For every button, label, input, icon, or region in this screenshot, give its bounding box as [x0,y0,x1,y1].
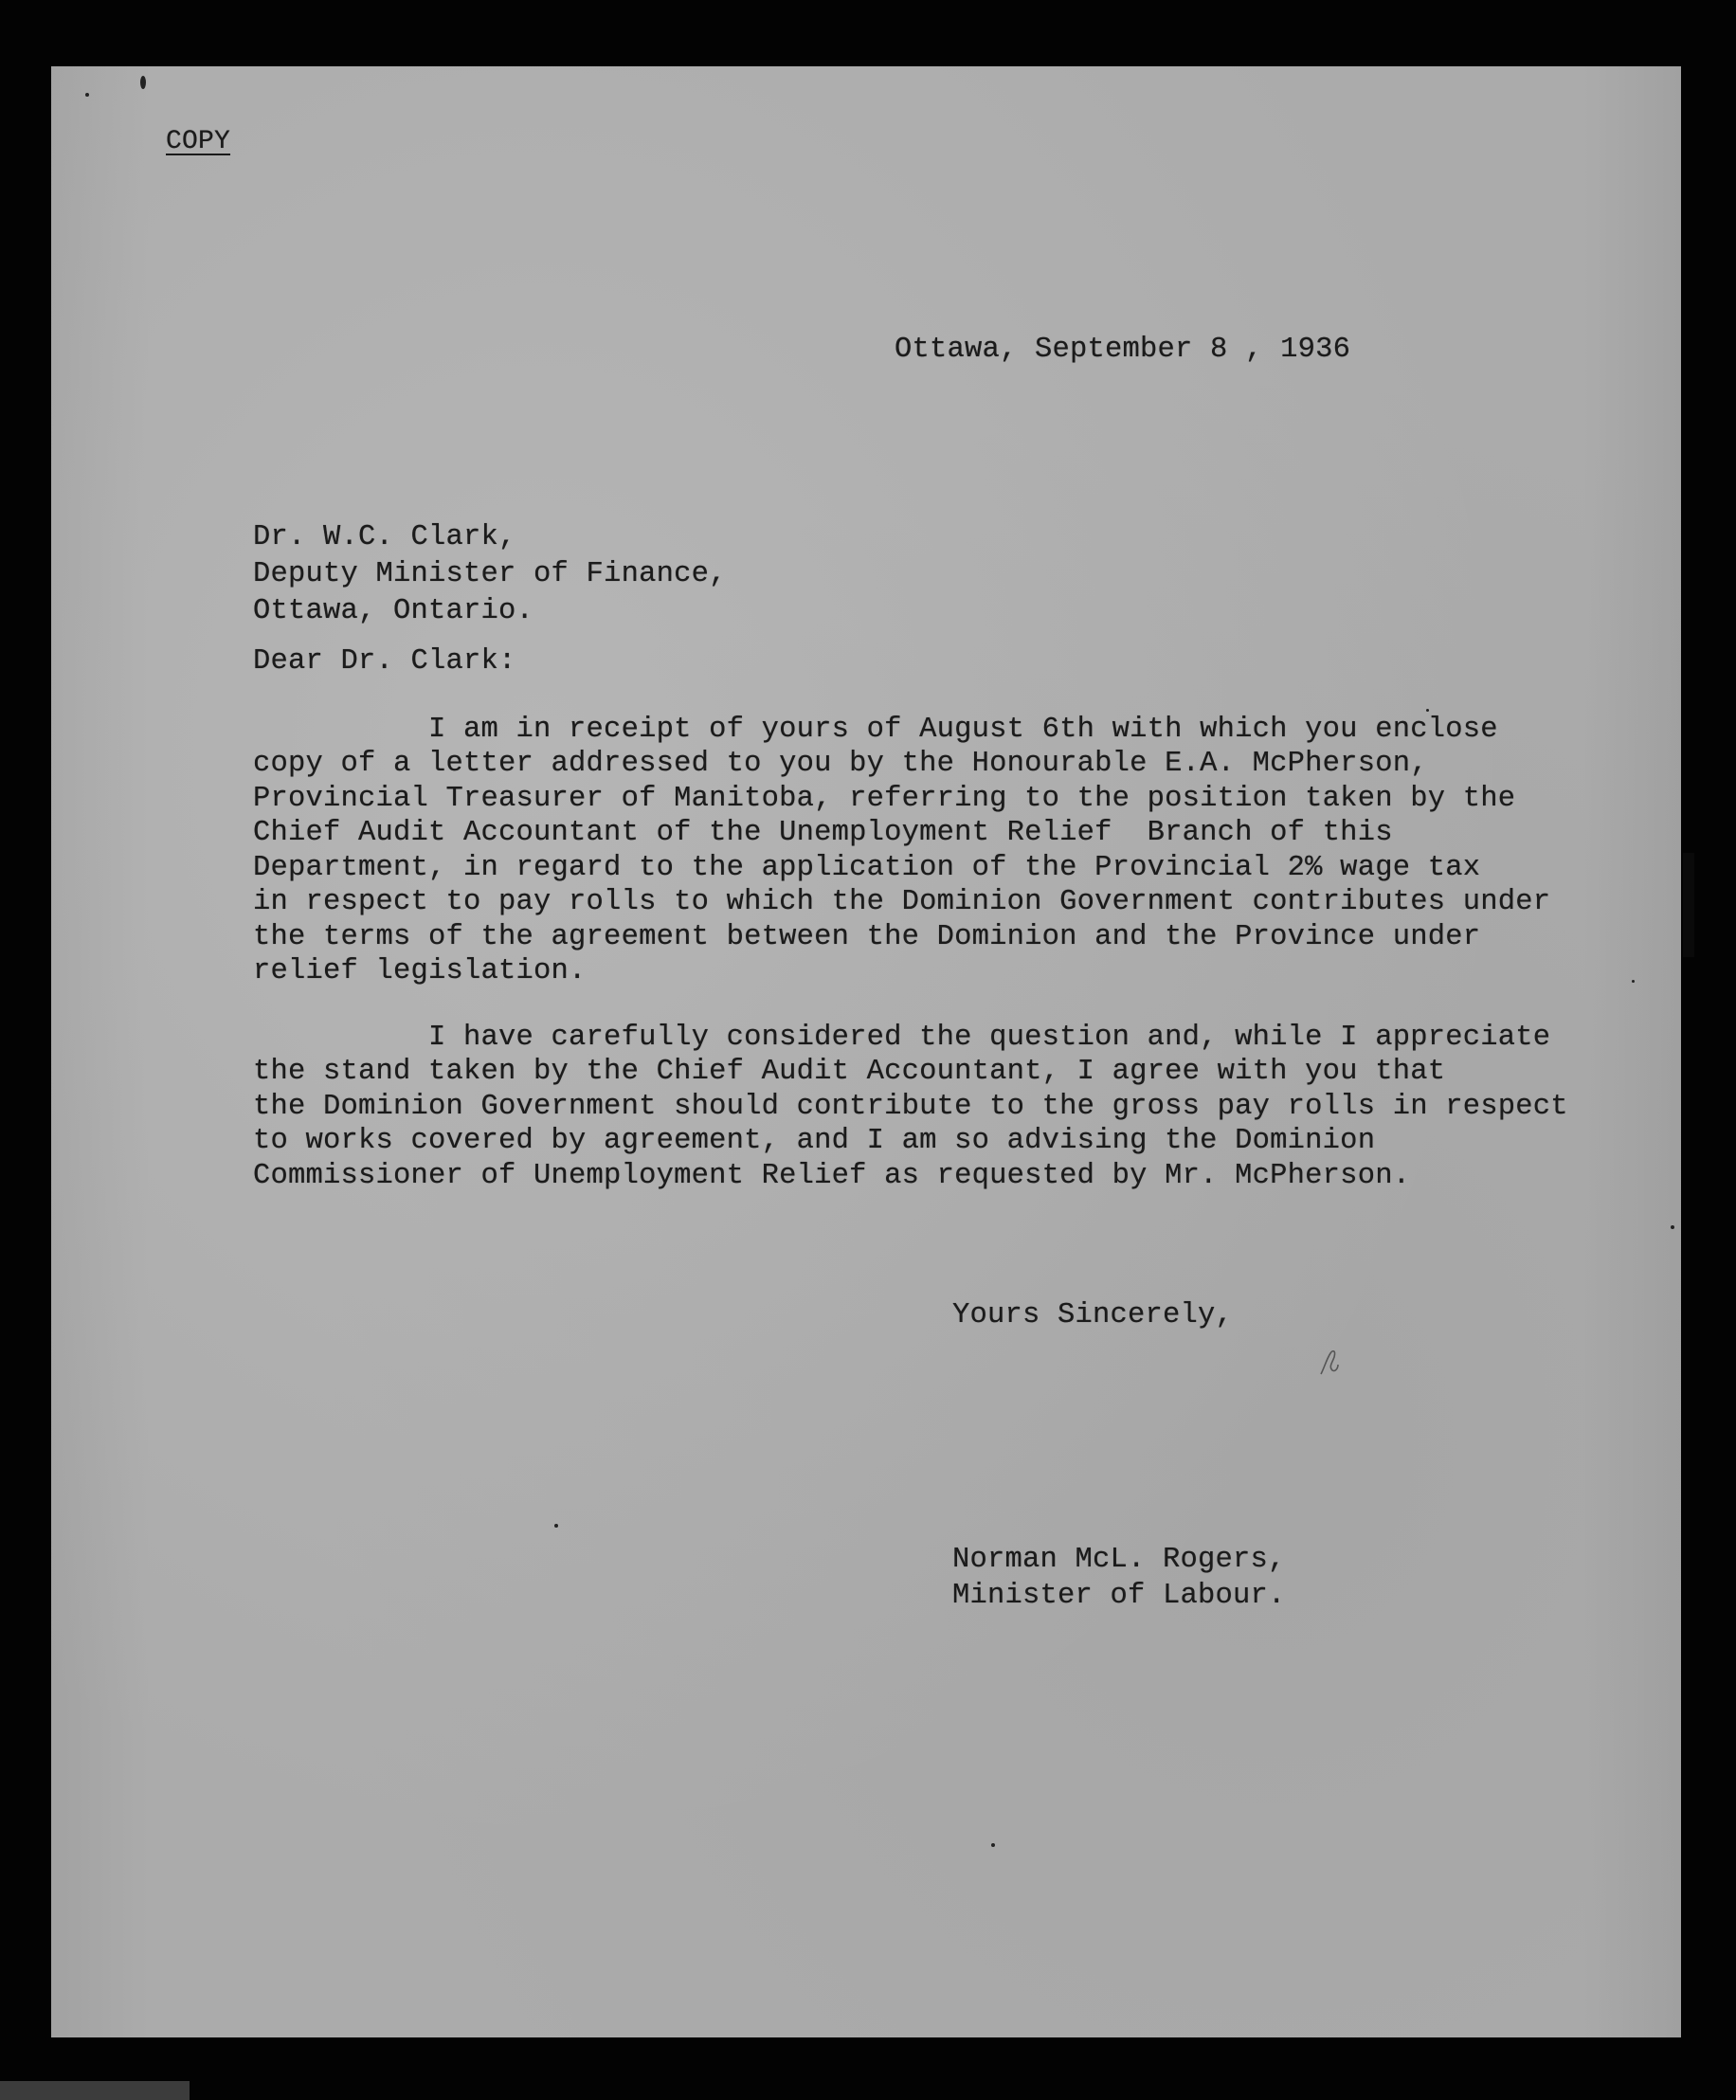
signatory-name: Norman McL. Rogers, [952,1544,1286,1576]
salutation: Dear Dr. Clark: [253,645,516,678]
page-edge-tab [1683,853,1694,957]
paragraph-line: Provincial Treasurer of Manitoba, referring to the position taken by the [253,783,1516,815]
recipient-city: Ottawa, Ontario. [253,595,534,627]
ink-speck [140,76,146,89]
paragraph-line: to works covered by agreement, and I am so advising the Dominion [253,1125,1376,1157]
copy-mark: COPY [166,127,231,156]
paragraph-line: the Dominion Government should contribute to the gross pay rolls in respect [253,1091,1568,1123]
recipient-title: Deputy Minister of Finance, [253,558,727,590]
paragraph-line: relief legislation. [253,955,587,987]
film-strip-edge [0,2081,190,2100]
paragraph-line: Commissioner of Unemployment Relief as requested by Mr. McPherson. [253,1160,1411,1192]
paragraph-line: I have carefully considered the question and, while I appreciate [253,1022,1551,1054]
paragraph-line: Chief Audit Accountant of the Unemployment Relief Branch of this [253,817,1393,849]
ink-speck [1671,1225,1674,1229]
ink-speck [991,1843,995,1847]
ink-speck [554,1524,558,1528]
paragraph-line: the stand taken by the Chief Audit Accountant, I agree with you that [253,1056,1446,1088]
date-line: Ottawa, September 8 , 1936 [895,334,1351,366]
closing: Yours Sincerely, [952,1299,1234,1331]
paragraph-line: Department, in regard to the application of the Provincial 2% wage tax [253,852,1481,884]
ink-speck [85,93,89,97]
ink-speck [1632,980,1635,983]
paragraph-line: in respect to pay rolls to which the Dominion Government contributes under [253,886,1551,918]
paragraph-line: the terms of the agreement between the Dominion and the Province under [253,921,1481,953]
pencil-initial-mark [1317,1346,1342,1378]
signatory-title: Minister of Labour. [952,1580,1286,1612]
recipient-name: Dr. W.C. Clark, [253,521,516,553]
paragraph-line: I am in receipt of yours of August 6th with which you enclose [253,714,1498,746]
ink-speck [1426,709,1429,712]
paragraph-line: copy of a letter addressed to you by the Honourable E.A. McPherson, [253,748,1428,780]
